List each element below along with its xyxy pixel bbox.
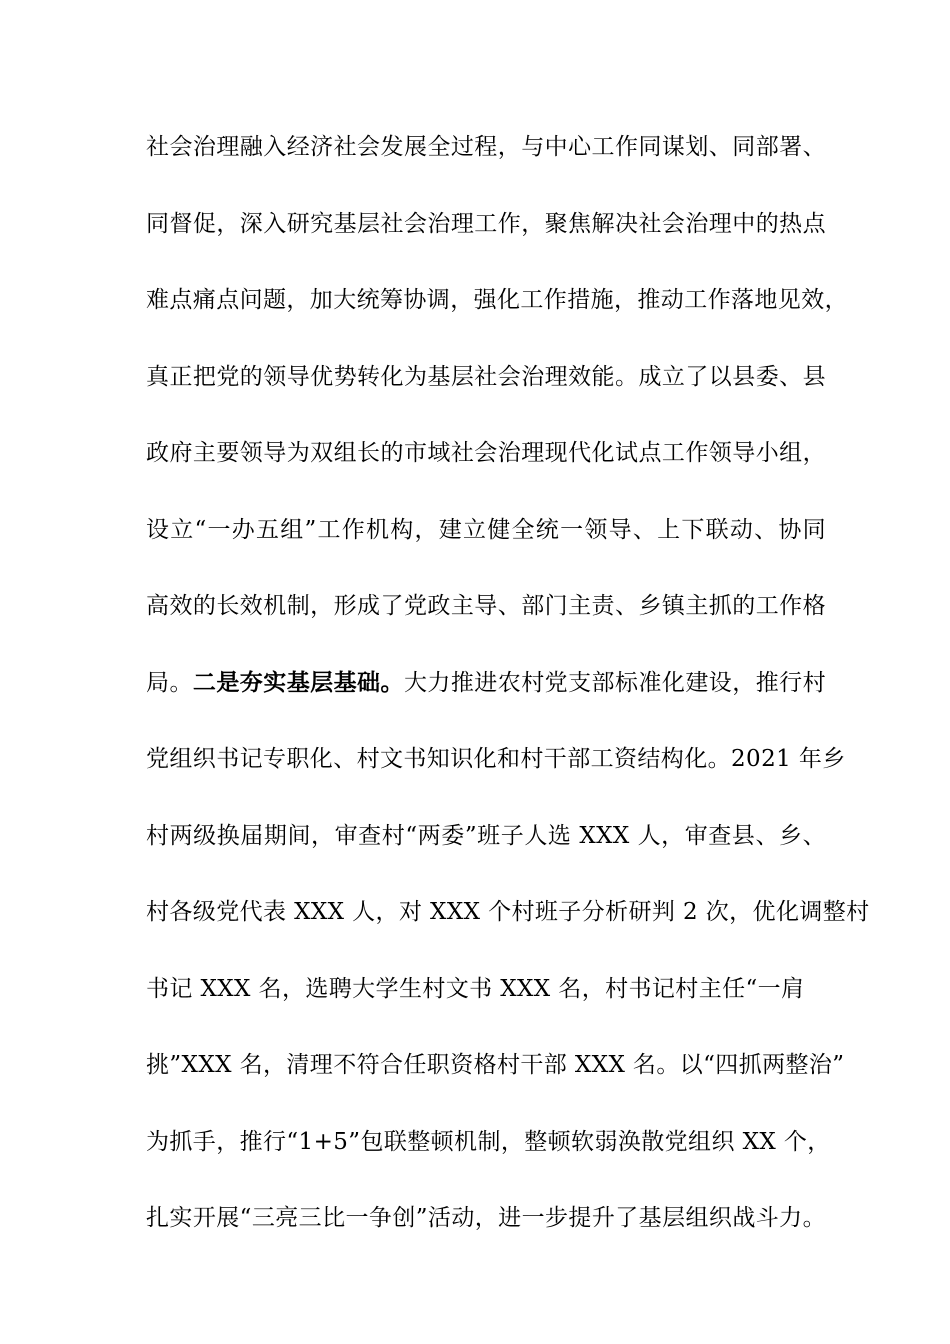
line-text: 难点痛点问题，加大统筹协调，强化工作措施，推动工作落地见效， xyxy=(146,287,848,313)
line-text: 设立“一办五组”工作机构，建立健全统一领导、上下联动、协同 xyxy=(146,516,826,543)
section-heading-inline: 二是夯实基层基础。 xyxy=(192,668,404,696)
text-line xyxy=(146,122,826,199)
line-text: 书记 XXX 名，选聘大学生村文书 XXX 名，村书记村主任“一肩 xyxy=(146,975,805,1002)
text-line xyxy=(146,811,826,888)
line-text: 政府主要领导为双组长的市域社会治理现代化试点工作领导小组， xyxy=(146,440,826,466)
line-text: 局。 xyxy=(146,669,193,696)
text-line xyxy=(146,428,826,505)
text-line xyxy=(146,964,826,1041)
line-text: 村两级换届期间，审查村“两委”班子人选 XXX 人，审查县、乡、 xyxy=(146,822,826,849)
body-paragraph xyxy=(146,122,870,1270)
line-text: 为抓手，推行“1+5”包联整顿机制，整顿软弱涣散党组织 XX 个， xyxy=(146,1128,831,1155)
text-line xyxy=(146,658,826,735)
text-line xyxy=(146,275,848,352)
text-line xyxy=(146,505,826,582)
line-text: 挑”XXX 名，清理不符合任职资格村干部 XXX 名。以“四抓两整治” xyxy=(146,1052,845,1078)
text-line xyxy=(146,1193,826,1270)
line-text: 高效的长效机制，形成了党政主导、部门主责、乡镇主抓的工作格 xyxy=(146,593,826,619)
line-text: 真正把党的领导优势转化为基层社会治理效能。成立了以县委、县 xyxy=(146,363,826,390)
text-line xyxy=(146,887,870,964)
text-line xyxy=(146,581,826,658)
line-text: 村各级党代表 XXX 人，对 XXX 个村班子分析研判 2 次，优化调整村 xyxy=(146,899,870,925)
text-line xyxy=(146,199,826,276)
text-line xyxy=(146,352,826,429)
line-text: 同督促，深入研究基层社会治理工作，聚焦解决社会治理中的热点 xyxy=(146,210,826,237)
text-line xyxy=(146,1040,845,1117)
line-text: 社会治理融入经济社会发展全过程，与中心工作同谋划、同部署、 xyxy=(146,134,826,160)
line-text: 大力推进农村党支部标准化建设，推行村 xyxy=(403,669,826,696)
line-text: 党组织书记专职化、村文书知识化和村干部工资结构化。2021 年乡 xyxy=(146,746,846,772)
text-line xyxy=(146,734,846,811)
line-text: 扎实开展“三亮三比一争创”活动，进一步提升了基层组织战斗力。 xyxy=(146,1205,826,1231)
text-line xyxy=(146,1117,831,1194)
